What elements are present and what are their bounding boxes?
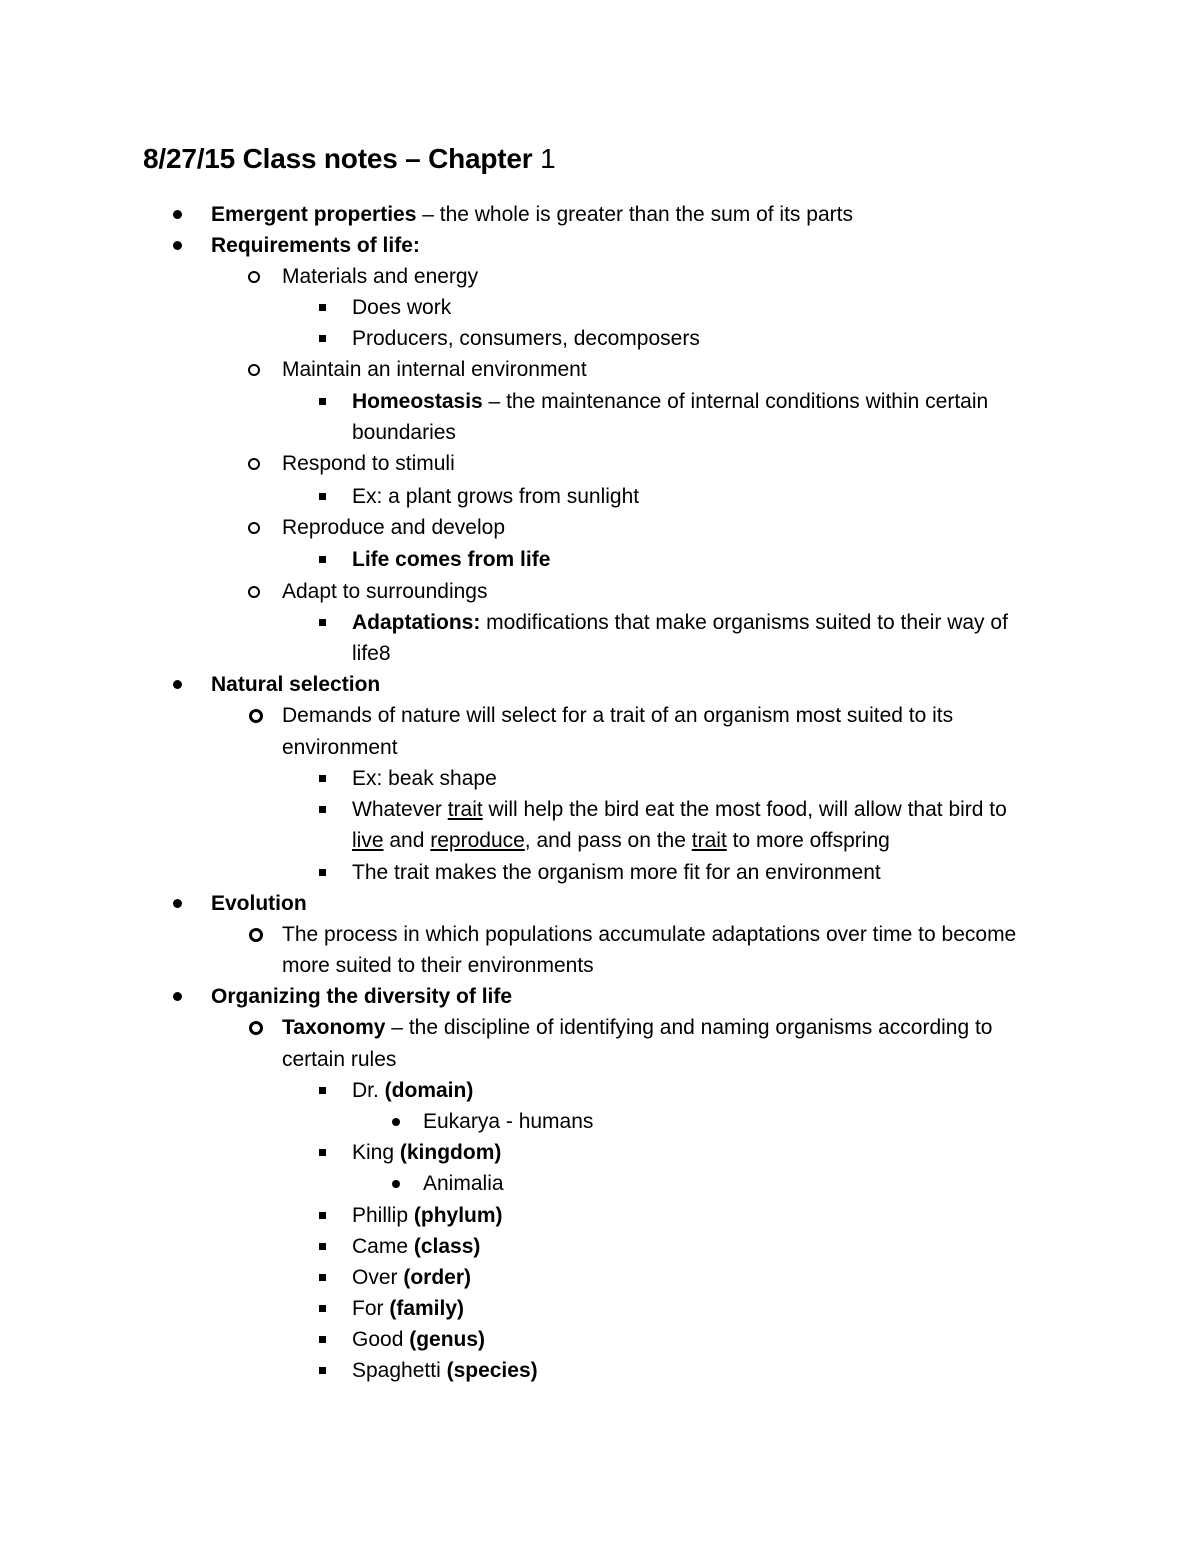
list-item: Spaghetti (species): [352, 1359, 538, 1382]
list-item: For (family): [352, 1297, 465, 1320]
list-item: The process in which populations accumulate adaptations over time to become: [282, 923, 1017, 946]
list-item: Homeostasis – the maintenance of internal conditions within certain: [352, 390, 989, 413]
bullet-disc-icon: [392, 1106, 404, 1137]
list-item-continuation: live and reproduce, and pass on the trait to more offspring: [352, 829, 890, 852]
list-item: Does work: [352, 296, 452, 319]
list-item: Requirements of life:: [211, 234, 420, 257]
list-item: Producers, consumers, decomposers: [352, 327, 700, 350]
bullet-square-icon: [319, 1293, 331, 1324]
list-item: Maintain an internal environment: [282, 358, 587, 381]
list-item: Phillip (phylum): [352, 1204, 503, 1227]
page-title: [143, 143, 555, 175]
list-item-continuation: certain rules: [282, 1048, 397, 1071]
bullet-disc-icon: [173, 669, 185, 700]
bullet-square-icon: [319, 481, 331, 512]
list-item: Life comes from life: [352, 548, 551, 571]
list-item: Demands of nature will select for a trait of an organism most suited to its: [282, 704, 954, 727]
bullet-square-icon: [319, 1324, 331, 1355]
list-item: Materials and energy: [282, 265, 479, 288]
list-item-continuation: more suited to their environments: [282, 954, 594, 977]
bullet-disc-icon: [173, 230, 185, 261]
bullet-circle-icon: [248, 576, 260, 607]
bullet-square-icon: [319, 607, 331, 638]
bullet-circle-icon: [250, 700, 262, 731]
bullet-disc-icon: [392, 1168, 404, 1199]
list-item: Natural selection: [211, 673, 381, 696]
list-item: Adapt to surroundings: [282, 580, 488, 603]
bullet-disc-icon: [173, 981, 185, 1012]
bullet-square-icon: [319, 386, 331, 417]
bullet-disc-icon: [173, 888, 185, 919]
bullet-square-icon: [319, 1075, 331, 1106]
bullet-circle-icon: [248, 261, 260, 292]
bullet-circle-icon: [248, 448, 260, 479]
title-number: 1: [540, 143, 556, 174]
list-item-continuation: boundaries: [352, 421, 456, 444]
list-item: Adaptations: modifications that make organisms suited to their way of: [352, 611, 1008, 634]
bullet-circle-icon: [250, 1012, 262, 1043]
list-item: Evolution: [211, 892, 307, 915]
list-item: Respond to stimuli: [282, 452, 455, 475]
list-item-continuation: life8: [352, 642, 391, 665]
bullet-square-icon: [319, 857, 331, 888]
list-item: Whatever trait will help the bird eat the most food, will allow that bird to: [352, 798, 1007, 821]
list-item: Ex: beak shape: [352, 767, 497, 790]
list-item: Dr. (domain): [352, 1079, 474, 1102]
bullet-circle-icon: [250, 919, 262, 950]
bullet-square-icon: [319, 544, 331, 575]
list-item: Taxonomy – the discipline of identifying and naming organisms according to: [282, 1016, 993, 1039]
list-item-continuation: environment: [282, 736, 398, 759]
bullet-circle-icon: [248, 512, 260, 543]
bullet-square-icon: [319, 323, 331, 354]
list-item: Good (genus): [352, 1328, 486, 1351]
bullet-square-icon: [319, 794, 331, 825]
bullet-circle-icon: [248, 354, 260, 385]
bullet-square-icon: [319, 292, 331, 323]
bullet-square-icon: [319, 1137, 331, 1168]
title-text: 8/27/15 Class notes – Chapter: [143, 143, 541, 174]
list-item: Eukarya - humans: [423, 1110, 594, 1133]
list-item: King (kingdom): [352, 1141, 502, 1164]
list-item: Animalia: [423, 1172, 504, 1195]
list-item: Over (order): [352, 1266, 472, 1289]
list-item: Organizing the diversity of life: [211, 985, 513, 1008]
list-item: Ex: a plant grows from sunlight: [352, 485, 640, 508]
list-item: The trait makes the organism more fit for an environment: [352, 861, 881, 884]
bullet-square-icon: [319, 1200, 331, 1231]
bullet-disc-icon: [173, 199, 185, 230]
bullet-square-icon: [319, 763, 331, 794]
list-item: Came (class): [352, 1235, 481, 1258]
bullet-square-icon: [319, 1231, 331, 1262]
bullet-square-icon: [319, 1355, 331, 1386]
list-item: Emergent properties – the whole is greater than the sum of its parts: [211, 203, 853, 226]
list-item: Reproduce and develop: [282, 516, 506, 539]
bullet-square-icon: [319, 1262, 331, 1293]
